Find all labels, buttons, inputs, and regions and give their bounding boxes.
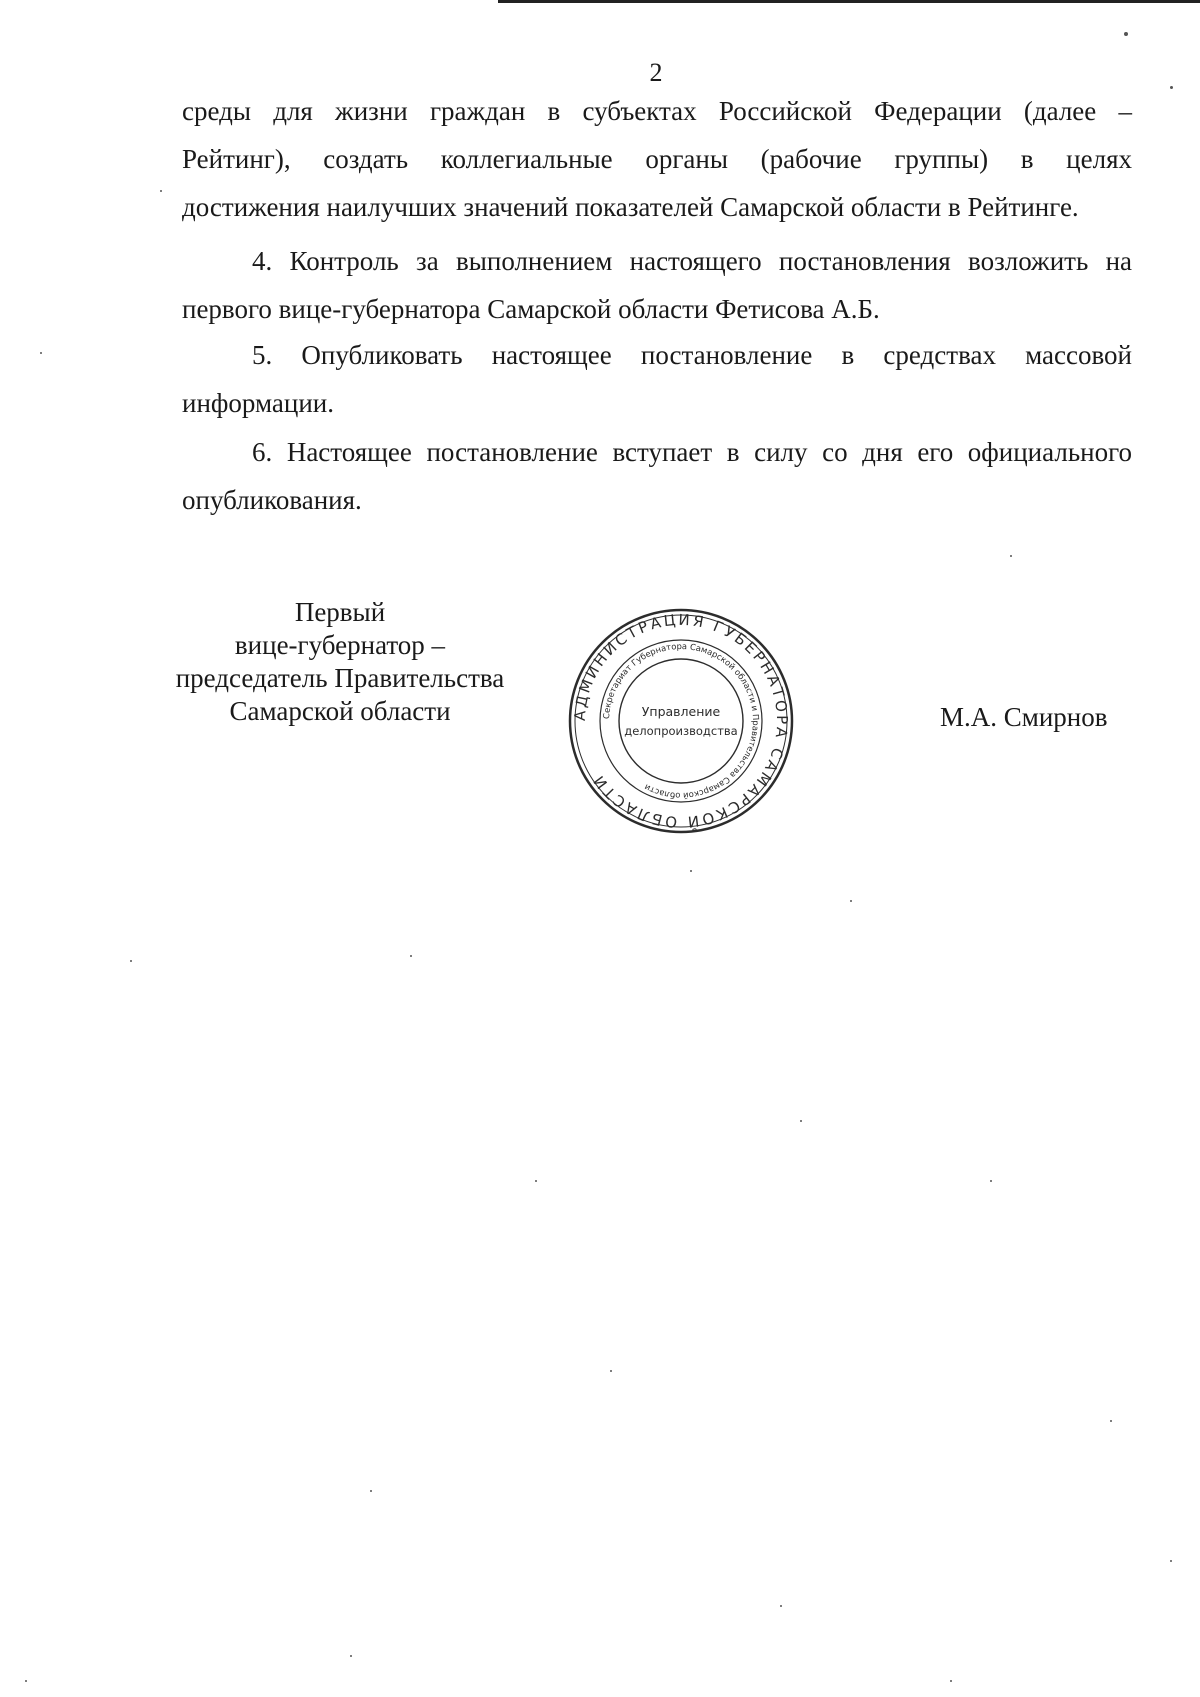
paragraph-4-text: 4. Контроль за выполнением настоящего постановления возложить на первого вице-губернатора Самарской области Фетисова А.Б. xyxy=(182,246,1132,324)
seal-middle-ring xyxy=(600,640,762,802)
seal-center-line-2: делопроизводства xyxy=(624,724,738,738)
signer-title-line: Самарской области xyxy=(229,696,451,726)
signer-title xyxy=(150,596,530,728)
paragraph-5 xyxy=(182,331,1132,427)
signer-title-line: председатель Правительства xyxy=(175,663,505,693)
seal-inner-text: Секретариат Губернатора Самарской области и Правительства Самарской области xyxy=(600,640,762,802)
page-number: 2 xyxy=(649,58,663,87)
paragraph-6-text: 6. Настоящее постановление вступает в силу со дня его официального опубликования. xyxy=(182,437,1132,515)
paragraph-continuation xyxy=(182,94,1132,224)
paragraph-line: достижения наилучших значений показателей Самарской области в Рейтинге. xyxy=(182,192,1079,222)
paragraph-4 xyxy=(182,237,1132,333)
paragraph-5-text: 5. Опубликовать настоящее постановление в средствах массовой информации. xyxy=(182,340,1132,418)
signer-title-line: Первый xyxy=(294,597,386,627)
seal-inner-ring xyxy=(619,659,743,783)
top-rule xyxy=(498,0,1200,3)
paragraph-6 xyxy=(182,428,1132,524)
seal-outer-text: АДМИНИСТРАЦИЯ ГУБЕРНАТОРА САМАРСКОЙ ОБЛАСТИ xyxy=(570,610,792,832)
paragraph-line: среды для жизни граждан в субъектах Российской Федерации (далее – xyxy=(182,96,1132,126)
paragraph-line: Рейтинг), создать коллегиальные органы (рабочие группы) в целях xyxy=(182,144,1132,174)
seal-center-line-1: Управление xyxy=(641,704,721,719)
official-seal xyxy=(568,608,794,834)
signer-name: М.А. Смирнов xyxy=(940,702,1108,732)
signer-title-line: вице-губернатор – xyxy=(234,630,446,660)
